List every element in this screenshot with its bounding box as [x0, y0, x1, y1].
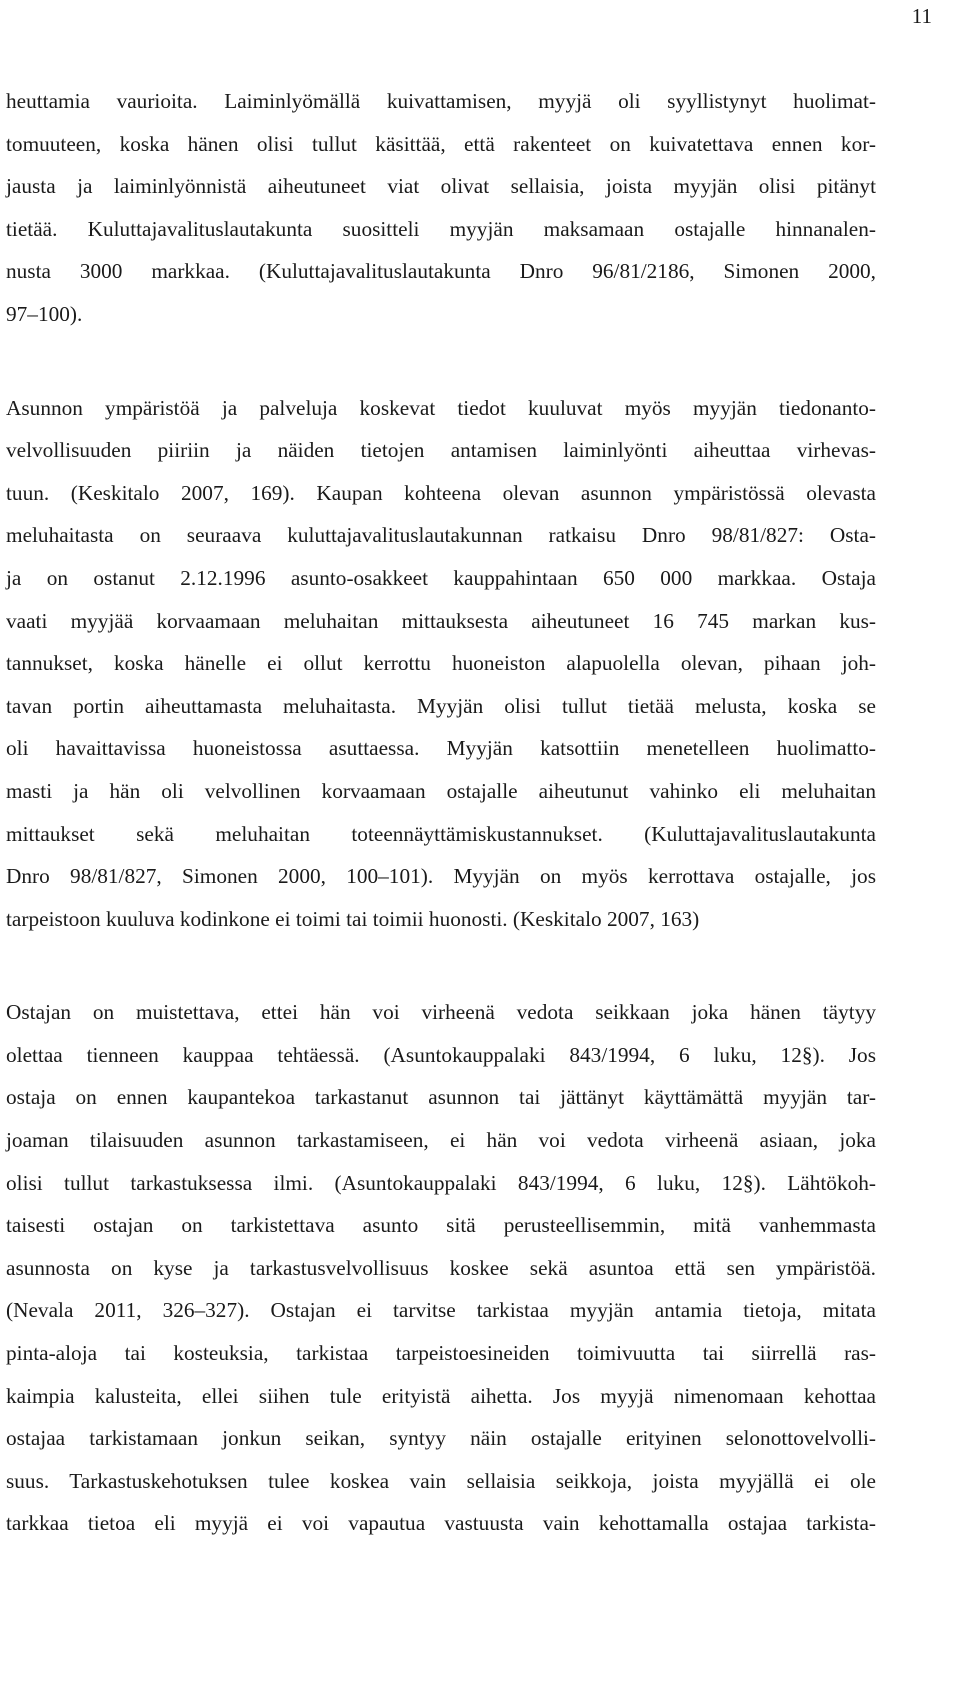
text-line: asunnosta on kyse ja tarkastusvelvollisuus koskee sekä asuntoa että sen ympäristöä. [6, 1255, 876, 1280]
paragraph [6, 991, 876, 1545]
text-line: ja on ostanut 2.12.1996 asunto-osakkeet kauppahintaan 650 000 markkaa. Ostaja [6, 565, 876, 590]
text-line: vaati myyjää korvaamaan meluhaitan mittauksesta aiheutuneet 16 745 markan kus- [6, 608, 876, 633]
paragraph-gap [6, 336, 876, 387]
text-line: tarpeistoon kuuluva kodinkone ei toimi tai toimii huonosti. (Keskitalo 2007, 163) [6, 906, 700, 931]
text-line: velvollisuuden piiriin ja näiden tietojen antamisen laiminlyönti aiheuttaa virhevas- [6, 438, 876, 463]
text-line: mittaukset sekä meluhaitan toteennäyttämiskustannukset. (Kuluttajavalituslautakunta [6, 821, 876, 846]
text-line: ostaja on ennen kaupantekoa tarkastanut asunnon tai jättänyt käyttämättä myyjän tar- [6, 1085, 876, 1110]
text-line: joaman tilaisuuden asunnon tarkastamiseen, ei hän voi vedota virheenä asiaan, joka [6, 1128, 876, 1153]
text-line: Dnro 98/81/827, Simonen 2000, 100–101). Myyjän on myös kerrottava ostajalle, jos [6, 864, 876, 889]
text-line: oli havaittavissa huoneistossa asuttaessa. Myyjän katsottiin menetelleen huolimatto- [6, 736, 876, 761]
text-line: ostajaa tarkistamaan jonkun seikan, syntyy näin ostajalle erityinen selonottovelvolli- [6, 1426, 876, 1451]
text-line: tuun. (Keskitalo 2007, 169). Kaupan kohteena olevan asunnon ympäristössä olevasta [6, 480, 876, 505]
text-line: heuttamia vaurioita. Laiminlyömällä kuivattamisen, myyjä oli syyllistynyt huolimat- [6, 89, 876, 113]
text-line: 97–100). [6, 301, 83, 326]
text-line: masti ja hän oli velvollinen korvaamaan ostajalle aiheutunut vahinko eli meluhaitan [6, 778, 876, 803]
document-body [6, 80, 876, 1545]
text-line: tannukset, koska hänelle ei ollut kerrottu huoneiston alapuolella olevan, pihaan joh- [6, 651, 876, 676]
page-number: 11 [911, 4, 932, 28]
text-line: tomuuteen, koska hänen olisi tullut käsittää, että rakenteet on kuivatettava ennen kor- [6, 131, 876, 156]
text-line: tietää. Kuluttajavalituslautakunta suositteli myyjän maksamaan ostajalle hinnanalen- [6, 216, 876, 241]
text-line: taisesti ostajan on tarkistettava asunto sitä perusteellisemmin, mitä vanhemmasta [6, 1213, 876, 1238]
paragraph [6, 80, 876, 336]
text-line: olisi tullut tarkastuksessa ilmi. (Asuntokauppalaki 843/1994, 6 luku, 12§). Lähtökoh- [6, 1170, 876, 1195]
text-line: tavan portin aiheuttamasta meluhaitasta. Myyjän olisi tullut tietää melusta, koska se [6, 693, 876, 718]
text-line: meluhaitasta on seuraava kuluttajavalituslautakunnan ratkaisu Dnro 98/81/827: Osta- [6, 523, 876, 548]
text-line: jausta ja laiminlyönnistä aiheutuneet viat olivat sellaisia, joista myyjän olisi pitänyt [6, 174, 876, 199]
text-line: tarkkaa tietoa eli myyjä ei voi vapautua vastuusta vain kehottamalla ostajaa tarkista- [6, 1511, 876, 1536]
text-line: (Nevala 2011, 326–327). Ostajan ei tarvitse tarkistaa myyjän antamia tietoja, mitata [6, 1298, 876, 1323]
paragraph [6, 387, 876, 941]
text-line: olettaa tienneen kauppaa tehtäessä. (Asuntokauppalaki 843/1994, 6 luku, 12§). Jos [6, 1042, 876, 1067]
text-line: suus. Tarkastuskehotuksen tulee koskea vain sellaisia seikkoja, joista myyjällä ei ole [6, 1468, 876, 1493]
text-line: Asunnon ympäristöä ja palveluja koskevat tiedot kuuluvat myös myyjän tiedonanto- [6, 395, 876, 420]
text-line: pinta-aloja tai kosteuksia, tarkistaa tarpeistoesineiden toimivuutta tai siirrellä ras- [6, 1341, 876, 1366]
paragraph-gap [6, 940, 876, 991]
text-line: kaimpia kalusteita, ellei siihen tule erityistä aihetta. Jos myyjä nimenomaan kehottaa [6, 1383, 876, 1408]
text-line: Ostajan on muistettava, ettei hän voi virheenä vedota seikkaan joka hänen täytyy [6, 1000, 876, 1025]
text-line: nusta 3000 markkaa. (Kuluttajavalituslautakunta Dnro 96/81/2186, Simonen 2000, [6, 259, 876, 284]
